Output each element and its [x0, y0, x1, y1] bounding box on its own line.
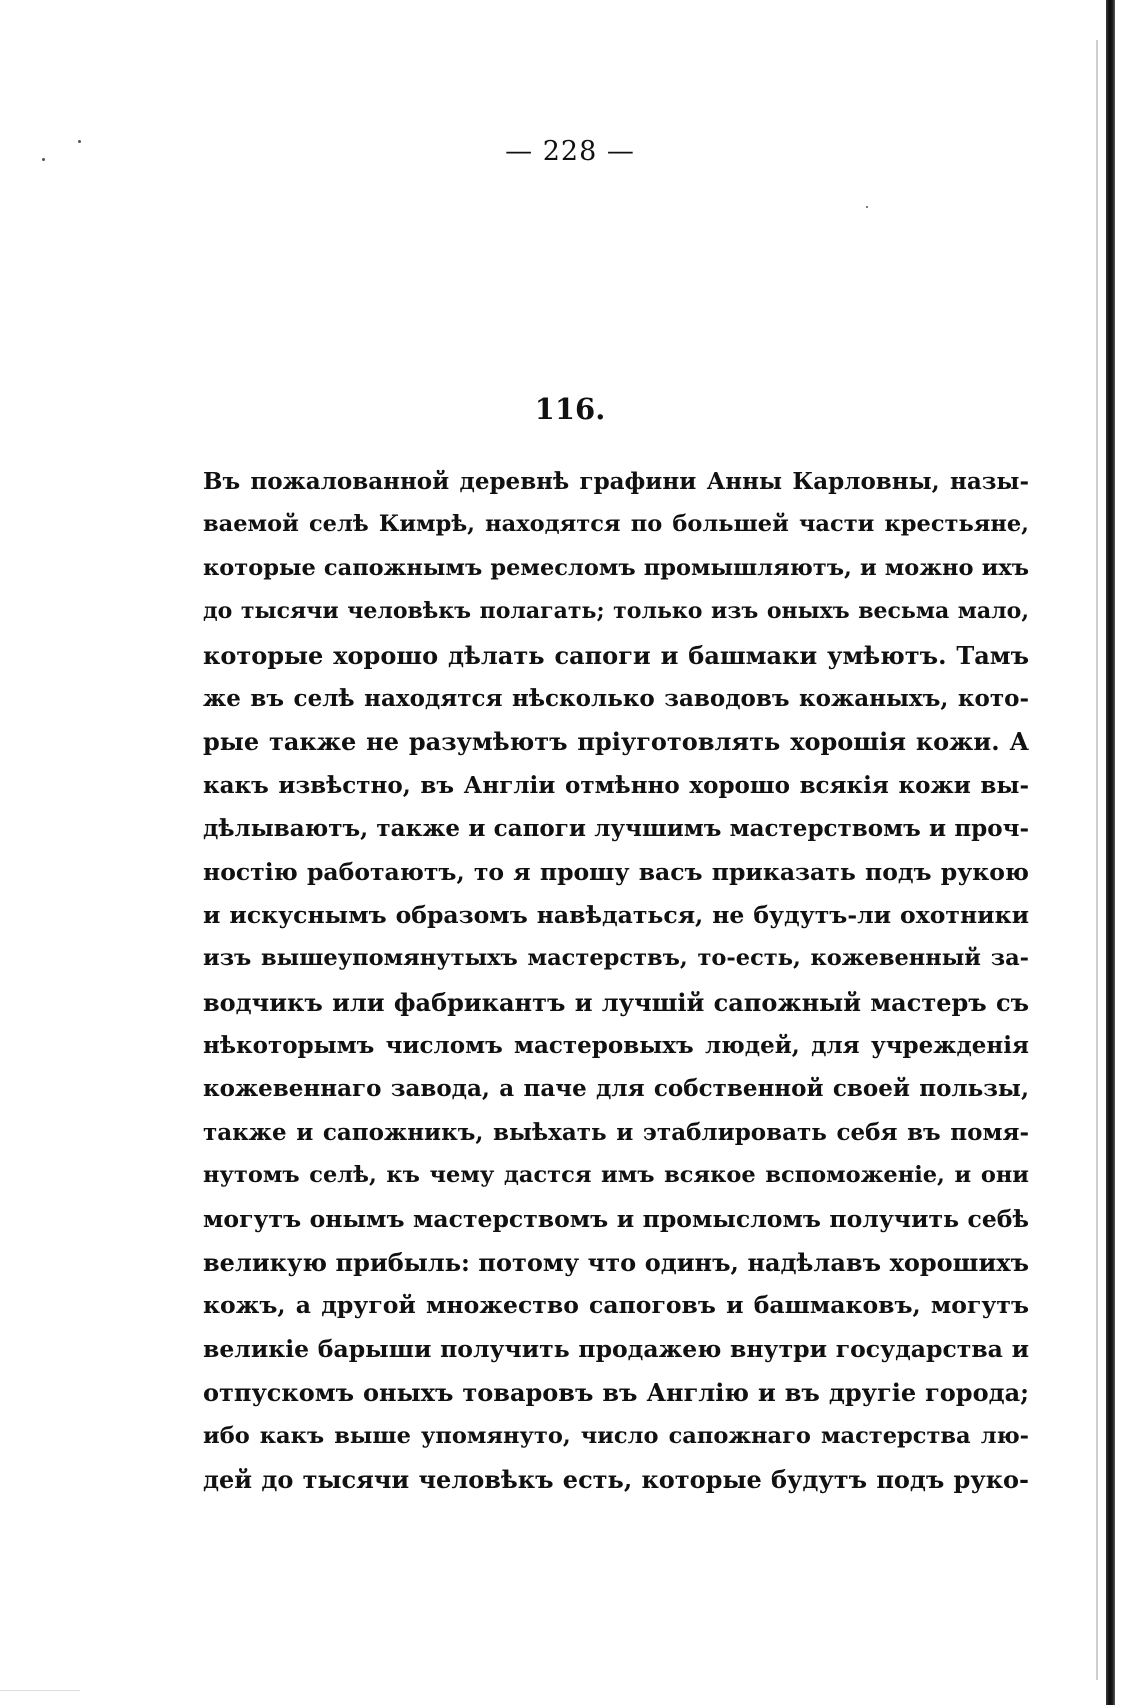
scan-page-edge [1106, 0, 1115, 1705]
page-number: — 228 — [505, 136, 635, 167]
text-line: ваемой селѣ Кимрѣ, находятся по большей части крестьяне, [203, 511, 1029, 538]
text-line: дей до тысячи человѣкъ есть, которые будутъ подъ руко- [203, 1464, 1029, 1494]
text-line: отпускомъ оныхъ товаровъ въ Англію и въ другіе города; [203, 1378, 1029, 1408]
text-line: же въ селѣ находятся нѣсколько заводовъ кожаныхъ, кото- [203, 684, 1029, 712]
text-line: нутомъ селѣ, къ чему дастся имъ всякое вспоможеніе, и они [203, 1162, 1029, 1189]
text-line: которые хорошо дѣлать сапоги и башмаки умѣютъ. Тамъ [203, 640, 1029, 670]
text-line: водчикъ или фабрикантъ и лучшій сапожный мастеръ съ [203, 987, 1029, 1017]
text-line: нѣкоторымъ числомъ мастеровыхъ людей, для учрежденія [203, 1032, 1029, 1060]
text-line: кожъ, а другой множество сапоговъ и башмаковъ, могутъ [203, 1291, 1029, 1320]
section-number: 116. [534, 392, 606, 426]
text-line: до тысячи человѣкъ полагать; только изъ оныхъ весьма мало, [203, 598, 1029, 625]
text-line: ибо какъ выше упомянуто, число сапожнаго мастерства лю- [203, 1422, 1029, 1449]
text-line: которые сапожнымъ ремесломъ промышляютъ, и можно ихъ [203, 554, 1029, 581]
text-line: кожевеннаго завода, а паче для собственной своей пользы, [203, 1075, 1029, 1103]
scan-shadow-line [1096, 40, 1098, 1680]
text-line: могутъ онымъ мастерствомъ и промысломъ получить себѣ [203, 1204, 1029, 1233]
scan-mark [0, 1690, 80, 1691]
text-line: дѣлываютъ, также и сапоги лучшимъ мастерствомъ и проч- [203, 815, 1029, 843]
text-line: ностію работаютъ, то я прошу васъ приказать подъ рукою [203, 857, 1029, 886]
text-line: великіе барыши получить продажею внутри государства и [203, 1334, 1029, 1363]
scan-speck [866, 206, 868, 208]
text-line: и искуснымъ образомъ навѣдаться, не будутъ-ли охотники [203, 900, 1029, 929]
text-line: рые также не разумѣютъ пріуготовлять хорошія кожи. А [203, 727, 1029, 757]
paragraph [203, 460, 1029, 1501]
text-line: великую прибыль: потому что одинъ, надѣлавъ хорошихъ [203, 1248, 1029, 1278]
text-line: также и сапожникъ, выѣхать и этаблировать себя въ помя- [203, 1118, 1029, 1146]
text-line: какъ извѣстно, въ Англіи отмѣнно хорошо всякія кожи вы- [203, 771, 1029, 799]
text-line: Въ пожалованной деревнѣ графини Анны Карловны, назы- [203, 468, 1029, 495]
text-line: изъ вышеупомянутыхъ мастерствъ, то-есть, кожевенный за- [203, 945, 1029, 972]
